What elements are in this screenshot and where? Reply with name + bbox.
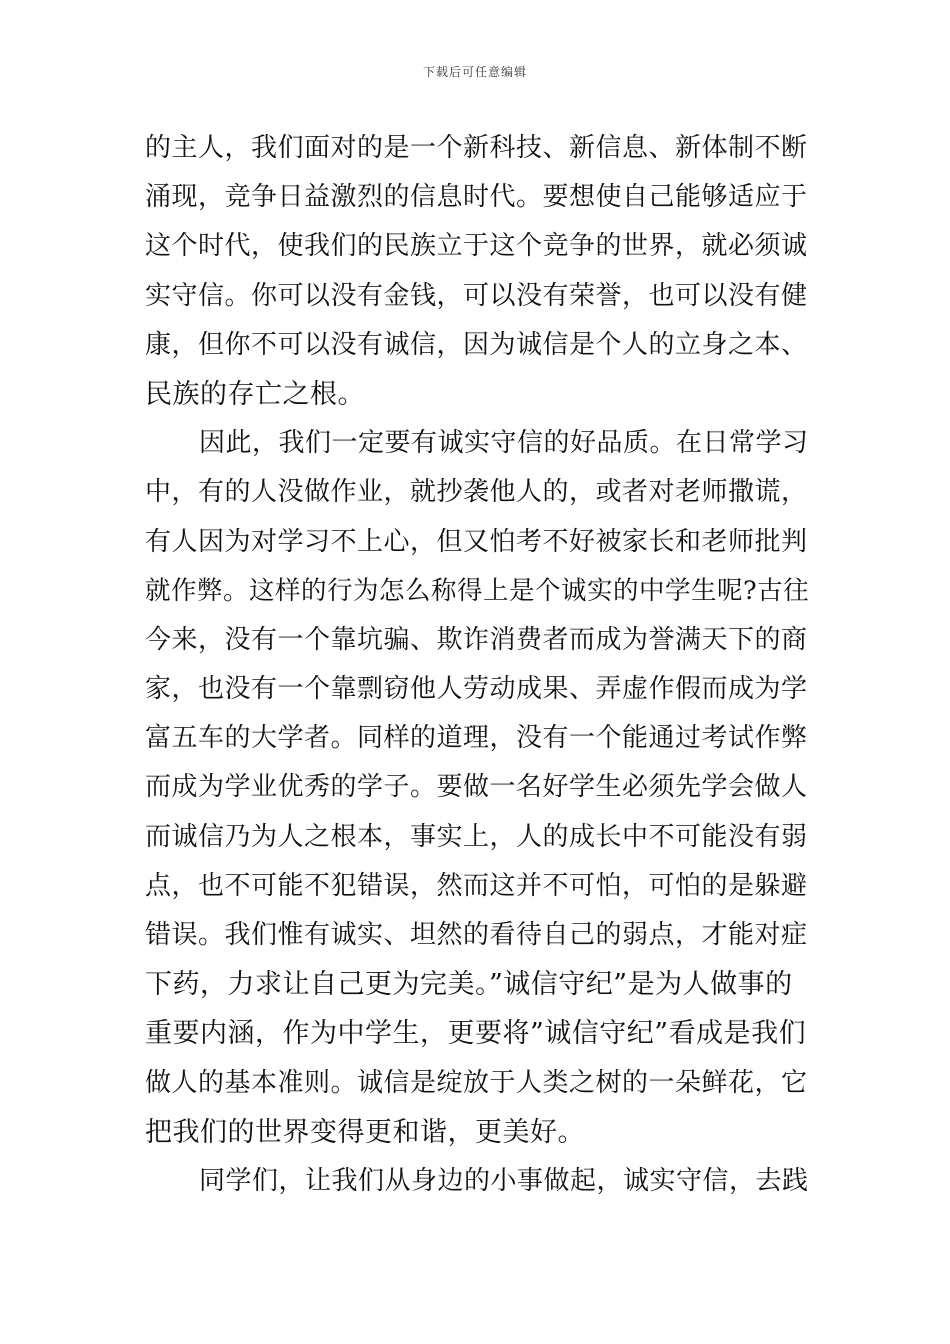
text-line: 的主人，我们面对的是一个新科技、新信息、新体制不断 [145,133,808,163]
text-line: 同学们，让我们从身边的小事做起，诚实守信，去践 [199,1165,809,1196]
page-header: 下载后可任意编辑 [422,65,527,79]
text-line: 康，但你不可以没有诚信，因为诚信是个人的立身之本、 [145,329,808,360]
text-line: 就作弊。这样的行为怎么称得上是个诚实的中学生呢?古往 [145,575,810,606]
text-line: 把我们的世界变得更和谐，更美好。 [145,1116,585,1148]
text-line: 而成为学业优秀的学子。要做一名好学生必须先学会做人 [145,772,808,803]
body-text [145,124,809,1206]
text-line: 重要内涵，作为中学生，更要将”诚信守纪”看成是我们 [145,1018,807,1050]
text-line: 这个时代，使我们的民族立于这个竞争的世界，就必须诚 [145,231,808,262]
text-line: 点，也不可能不犯错误，然而这并不可怕，可怕的是躲避 [145,870,808,901]
text-line: 涌现，竞争日益激烈的信息时代。要想使自己能够适应于 [145,182,808,213]
text-line: 错误。我们惟有诚实、坦然的看待自己的弱点，才能对症 [145,920,808,950]
text-line: 家，也没有一个靠剽窃他人劳动成果、弄虚作假而成为学 [145,674,808,705]
text-line: 下药，力求让自己更为完美。”诚信守纪”是为人做事的 [145,969,793,1001]
text-line: 因此，我们一定要有诚实守信的好品质。在日常学习 [199,428,809,459]
text-line: 实守信。你可以没有金钱，可以没有荣誉，也可以没有健 [145,280,808,311]
text-line: 民族的存亡之根。 [145,378,365,410]
text-line: 今来，没有一个靠坑骗、欺诈消费者而成为誉满天下的商 [145,624,808,655]
text-line: 富五车的大学者。同样的道理，没有一个能通过考试作弊 [145,723,808,754]
text-line: 而诚信乃为人之根本，事实上，人的成长中不可能没有弱 [145,821,808,852]
text-line: 有人因为对学习不上心，但又怕考不好被家长和老师批判 [145,526,808,557]
text-line: 做人的基本准则。诚信是绽放于人类之树的一朵鲜花，它 [145,1067,808,1098]
text-line: 中，有的人没做作业，就抄袭他人的，或者对老师撒谎， [145,477,808,508]
